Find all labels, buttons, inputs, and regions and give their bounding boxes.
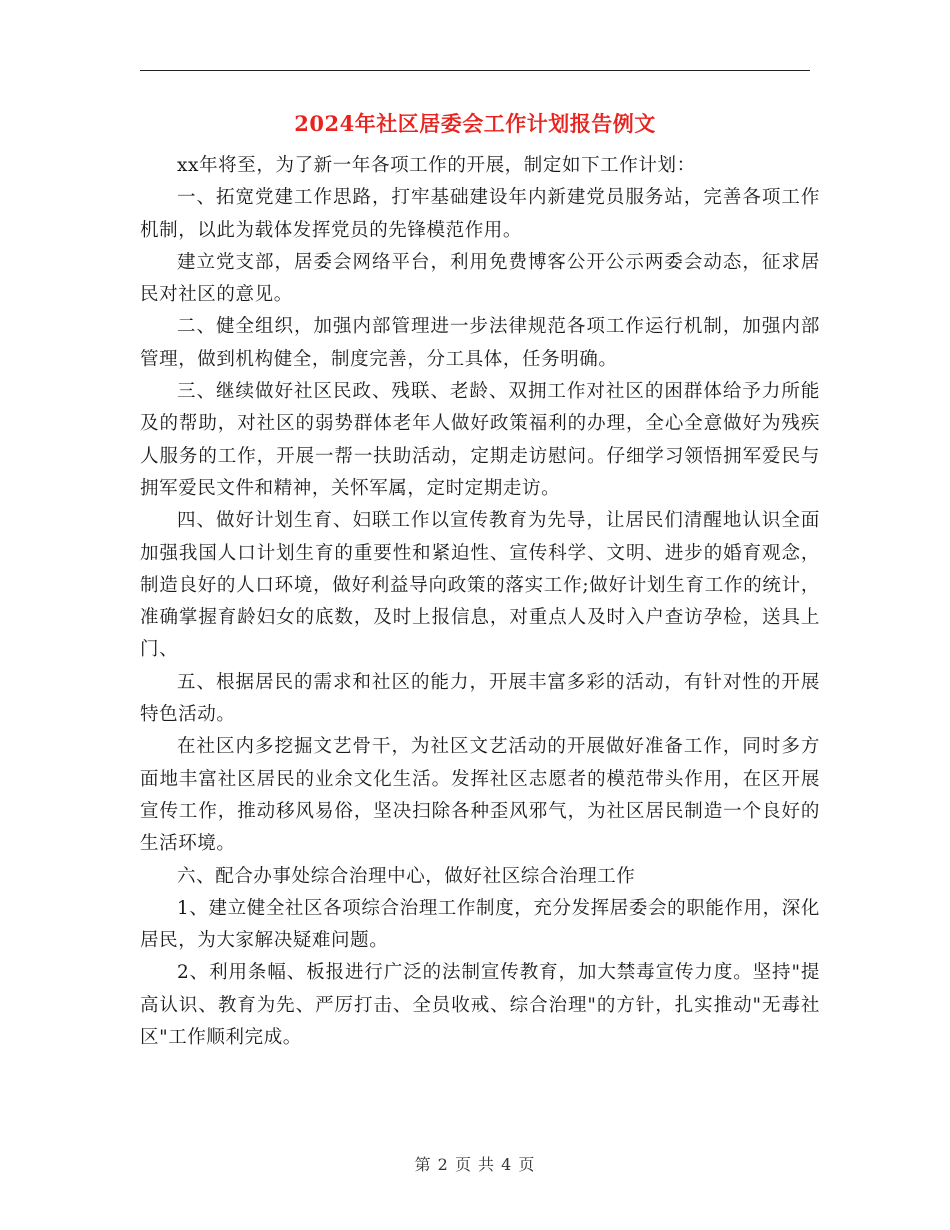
paragraph: 在社区内多挖掘文艺骨干，为社区文艺活动的开展做好准备工作，同时多方面地丰富社区居民的业余文化生活。发挥社区志愿者的模范带头作用，在区开展宣传工作，推动移风易俗，坚决扫除各种歪风邪气，为社区居民制造一个良好的生活环境。 [140,736,820,855]
paragraph: 二、健全组织，加强内部管理进一步法律规范各项工作运行机制，加强内部管理，做到机构健全，制度完善，分工具体，任务明确。 [140,316,820,370]
header-rule [140,70,810,71]
document-title: 2024年社区居委会工作计划报告例文 [294,111,656,136]
document-body [140,150,820,1054]
paragraph: 1、建立健全社区各项综合治理工作制度，充分发挥居委会的职能作用，深化居民，为大家解决疑难问题。 [140,897,820,952]
page-number-footer: 第 2 页 共 4 页 [414,1155,536,1174]
paragraph: 六、配合办事处综合治理中心，做好社区综合治理工作 [177,865,636,887]
paragraph: xx年将至，为了新一年各项工作的开展，制定如下工作计划： [177,155,696,176]
paragraph: 2、利用条幅、板报进行广泛的法制宣传教育，加大禁毒宣传力度。坚持"提高认识、教育为先、严厉打击、全员收戒、综合治理"的方针，扎实推动"无毒社区"工作顺利完成。 [140,962,820,1049]
paragraph: 三、继续做好社区民政、残联、老龄、双拥工作对社区的困群体给予力所能及的帮助，对社区的弱势群体老年人做好政策福利的办理，全心全意做好为残疾人服务的工作，开展一帮一扶助活动，定期走访慰问。仔细学习领悟拥军爱民与拥军爱民文件和精神，关怀军属，定时定期走访。 [140,381,820,499]
paragraph: 建立党支部，居委会网络平台，利用免费博客公开公示两委会动态，征求居民对社区的意见。 [140,251,820,306]
paragraph: 一、拓宽党建工作思路，打牢基础建设年内新建党员服务站，完善各项工作机制，以此为载体发挥党员的先锋模范作用。 [140,187,820,241]
paragraph: 五、根据居民的需求和社区的能力，开展丰富多彩的活动，有针对性的开展特色活动。 [140,671,820,726]
paragraph: 四、做好计划生育、妇联工作以宣传教育为先导，让居民们清醒地认识全面加强我国人口计划生育的重要性和紧迫性、宣传科学、文明、进步的婚育观念，制造良好的人口环境，做好利益导向政策的落实工作;做好计划生育工作的统计，准确掌握育龄妇女的底数，及时上报信息，对重点人及时入户查访孕检，送具上门、 [140,510,820,661]
